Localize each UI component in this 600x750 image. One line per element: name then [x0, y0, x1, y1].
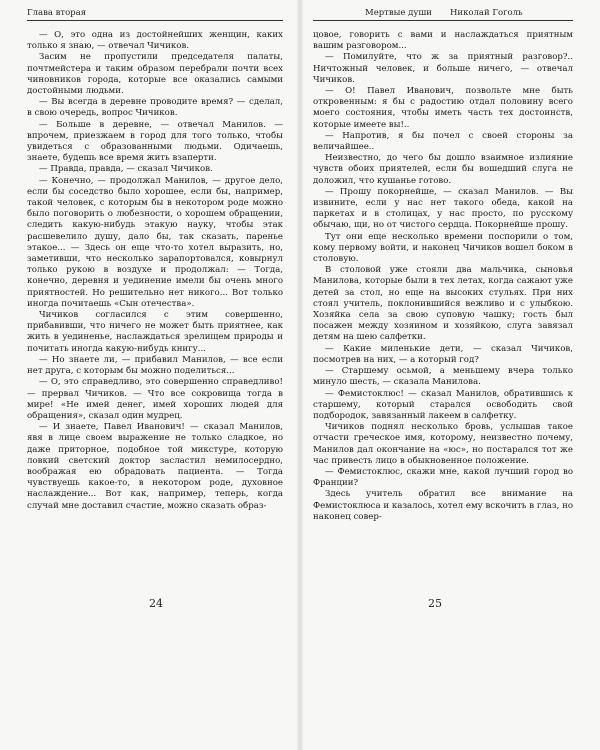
right-running-header-author: Николай Гоголь: [450, 8, 523, 18]
paragraph: В столовой уже стояли два мальчика, сыновья Манилова, которые были в тех летах, когда сажают уже детей за стол, но еще на высоких стульях. При них стоял учитель, поклонившийся вежливо и с улыбкою. Хозяйка села за свою суповую чашку; гость был посажен между хозяином и хозяйкою, слуга завязал детям на шею салфетки.: [313, 265, 573, 343]
paragraph: — И знаете, Павел Иванович! — сказал Манилов, явя в лице своем выражение не только сладкое, но даже приторное, подобное той микстуре, которую ловкий светский доктор засластил немилосердно, воображая ею обрадовать пациента. — Тогда чувствуешь какое-то, в некотором роде, духовное наслаждение... Вот как, например, теперь, когда случай мне доставил счастие, можно сказать образ-: [27, 422, 283, 511]
right-page-text: [313, 30, 573, 523]
right-page: [300, 0, 600, 750]
right-header-rule: [313, 20, 573, 21]
paragraph: Неизвестно, до чего бы дошло взаимное излияние чувств обоих приятелей, если бы вошедший слуга не доложил, что кушанье готово.: [313, 153, 573, 186]
paragraph: Здесь учитель обратил все внимание на Фемистоклюса и казалось, хотел ему вскочить в глаз, но наконец совер-: [313, 489, 573, 522]
paragraph: — Правда, правда, — сказал Чичиков.: [39, 164, 213, 175]
paragraph: — О, это справедливо, это совершенно справедливо! — прервал Чичиков. — Что все сокровища тогда в мире! «Не имей денег, имей хороших людей для обращения», сказал один мудрец.: [27, 377, 283, 421]
paragraph: Тут они еще несколько времени поспорили о том, кому первому войти, и наконец Чичиков вошел боком в столовую.: [313, 231, 573, 265]
paragraph: Засим не пропустили председателя палаты, почтмейстера и таким образом перебрали почти всех чиновников города, которые все оказались самыми достойными людьми.: [27, 52, 283, 97]
paragraph: — О! Павел Иванович, позвольте мне быть откровенным: я бы с радостию отдал половину всего моего состояния, чтобы иметь часть тех достоинств, которые имеете вы!..: [313, 86, 573, 130]
paragraph: цовое, говорить с вами и наслаждаться приятным вашим разговором...: [313, 30, 573, 52]
paragraph: — Вы всегда в деревне проводите время? — сделал, в свою очередь, вопрос Чичиков.: [27, 97, 283, 119]
paragraph: — Фемистоклюс, скажи мне, какой лучший город во Франции?: [313, 466, 573, 489]
paragraph: — Но знаете ли, — прибавил Манилов, — все если нет друга, с которым бы можно поделиться...: [27, 354, 283, 377]
paragraph: — Фемистоклюс! — сказал Манилов, обратившись к старшему, который старался освободить свой подбородок, завязанный лакеем в салфетку.: [313, 388, 573, 421]
left-page-text: [27, 30, 283, 512]
paragraph: — Старшему осьмой, а меньшему вчера только минуло шесть, — сказала Манилова.: [313, 366, 573, 388]
paragraph: Чичиков поднял несколько бровь, услышав такое отчасти греческое имя, которому, неизвестно почему, Манилов дал окончание на «юс», но постарался тот же час привесть лицо в обыкновенное положение.: [313, 422, 573, 466]
right-running-header-title: Мертвые души: [365, 8, 432, 18]
paragraph: — Конечно, — продолжал Манилов, — другое дело, если бы соседство было хорошее, если бы, например, такой человек, с которым бы в некотором роде можно было поговорить о любезности, о хорошем обращении, следить какую-нибудь этакую науку, чтобы этак расшевелило душу, дало бы, так сказать, паренье этакое... — Здесь он еще что-то хотел выразить, но, заметивши, что несколько зарапортовался, ковырнул только рукою в воздухе и продолжал: — Тогда, конечно, деревня и уединение имели бы очень много приятностей. Но решительно нет никого... Вот только иногда почитаешь «Сын отечества».: [27, 175, 283, 309]
paragraph: — Какие миленькие дети, — сказал Чичиков, посмотрев на них, — а который год?: [313, 343, 573, 365]
paragraph: — Больше в деревне, — отвечал Манилов. — впрочем, приезжаем в город для того только, чтобы увидеться с образованными людьми. Одичаешь, знаете, будешь все время жить взаперти.: [27, 119, 283, 164]
right-page-number: 25: [428, 597, 442, 610]
paragraph: — Помилуйте, что ж за приятный разговор?.. Ничтожный человек, и больше ничего, — отвечал Чичиков.: [313, 52, 573, 85]
paragraph: — Прошу покорнейше, — сказал Манилов. — Вы извините, если у нас нет такого обеда, какой на паркетах и в столицах, у нас просто, по русскому обычаю, щи, но от чистого сердца. Покорнейше прошу.: [313, 186, 573, 231]
left-page-number: 24: [149, 597, 163, 610]
paragraph: — О, это одна из достойнейших женщин, каких только я знаю, — отвечал Чичиков.: [27, 30, 283, 52]
left-running-header: Глава вторая: [27, 8, 87, 18]
paragraph: Чичиков согласился с этим совершенно, прибавивши, что ничего не может быть приятнее, как жить в уединенье, наслаждаться зрелищем природы и почитать иногда какую-нибудь книгу...: [27, 310, 283, 354]
left-header-rule: [27, 20, 283, 21]
paragraph: — Напротив, я бы почел с своей стороны за величайшее..: [313, 130, 573, 153]
